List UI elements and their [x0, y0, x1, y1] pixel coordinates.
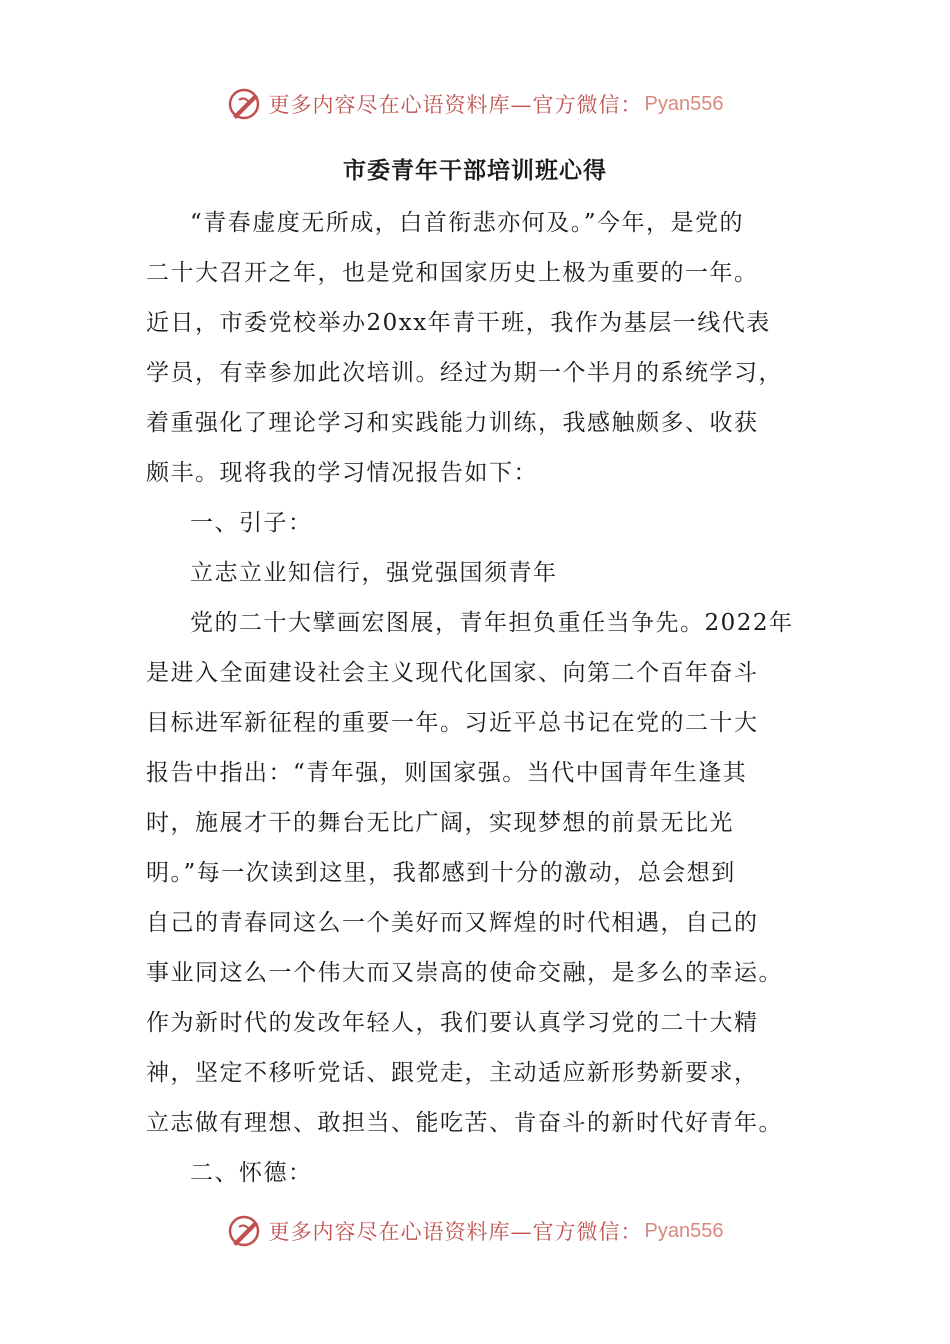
- paragraph-line: “青春虚度无所成，白首衔悲亦何及。”今年，是党的: [190, 210, 745, 236]
- paragraph-line: 颇丰。现将我的学习情况报告如下：: [146, 460, 538, 486]
- header-watermark-banner: [0, 84, 950, 124]
- banner-text: 更多内容尽在心语资料库—官方微信：: [268, 93, 643, 117]
- section-heading: 一、引子：: [190, 510, 313, 536]
- paragraph-line: 报告中指出：“青年强，则国家强。当代中国青年生逢其: [146, 760, 748, 786]
- footer-watermark-banner: [0, 1211, 950, 1251]
- paragraph-line: 作为新时代的发改年轻人，我们要认真学习党的二十大精: [146, 1010, 759, 1036]
- banner-text: 更多内容尽在心语资料库—官方微信：: [268, 1220, 643, 1244]
- banner-wechat-handle: Pyan556: [644, 1219, 724, 1242]
- banner-wechat-handle: Pyan556: [644, 92, 724, 115]
- paragraph-line: 着重强化了理论学习和实践能力训练，我感触颇多、收获: [146, 410, 759, 436]
- section-heading: 二、怀德：: [190, 1160, 313, 1186]
- paragraph-line: 近日，市委党校举办20xx年青干班，我作为基层一线代表: [146, 310, 771, 336]
- paragraph-line: 事业同这么一个伟大而又崇高的使命交融，是多么的幸运。: [146, 960, 783, 986]
- paragraph-line: 自己的青春同这么一个美好而又辉煌的时代相遇，自己的: [146, 910, 759, 936]
- paragraph-line: 党的二十大擘画宏图展，青年担负重任当争先。2022年: [190, 610, 794, 636]
- paragraph-line: 明。”每一次读到这里，我都感到十分的激动，总会想到: [146, 860, 736, 886]
- paragraph-line: 时，施展才干的舞台无比广阔，实现梦想的前景无比光: [146, 810, 734, 836]
- document-body: [146, 198, 810, 1198]
- paragraph-line: 学员，有幸参加此次培训。经过为期一个半月的系统学习，: [146, 360, 783, 386]
- pen-logo-icon: [227, 1213, 263, 1249]
- paragraph-line: 是进入全面建设社会主义现代化国家、向第二个百年奋斗: [146, 660, 759, 686]
- document-title: 市委青年干部培训班心得: [343, 158, 607, 184]
- paragraph-line: 二十大召开之年，也是党和国家历史上极为重要的一年。: [146, 260, 759, 286]
- paragraph-line: 目标进军新征程的重要一年。习近平总书记在党的二十大: [146, 710, 759, 736]
- paragraph-line: 神，坚定不移听党话、跟党走，主动适应新形势新要求，: [146, 1060, 759, 1086]
- paragraph-line: 立志做有理想、敢担当、能吃苦、肯奋斗的新时代好青年。: [146, 1110, 783, 1136]
- section-subheading: 立志立业知信行，强党强国须青年: [190, 560, 558, 586]
- pen-logo-icon: [227, 86, 263, 122]
